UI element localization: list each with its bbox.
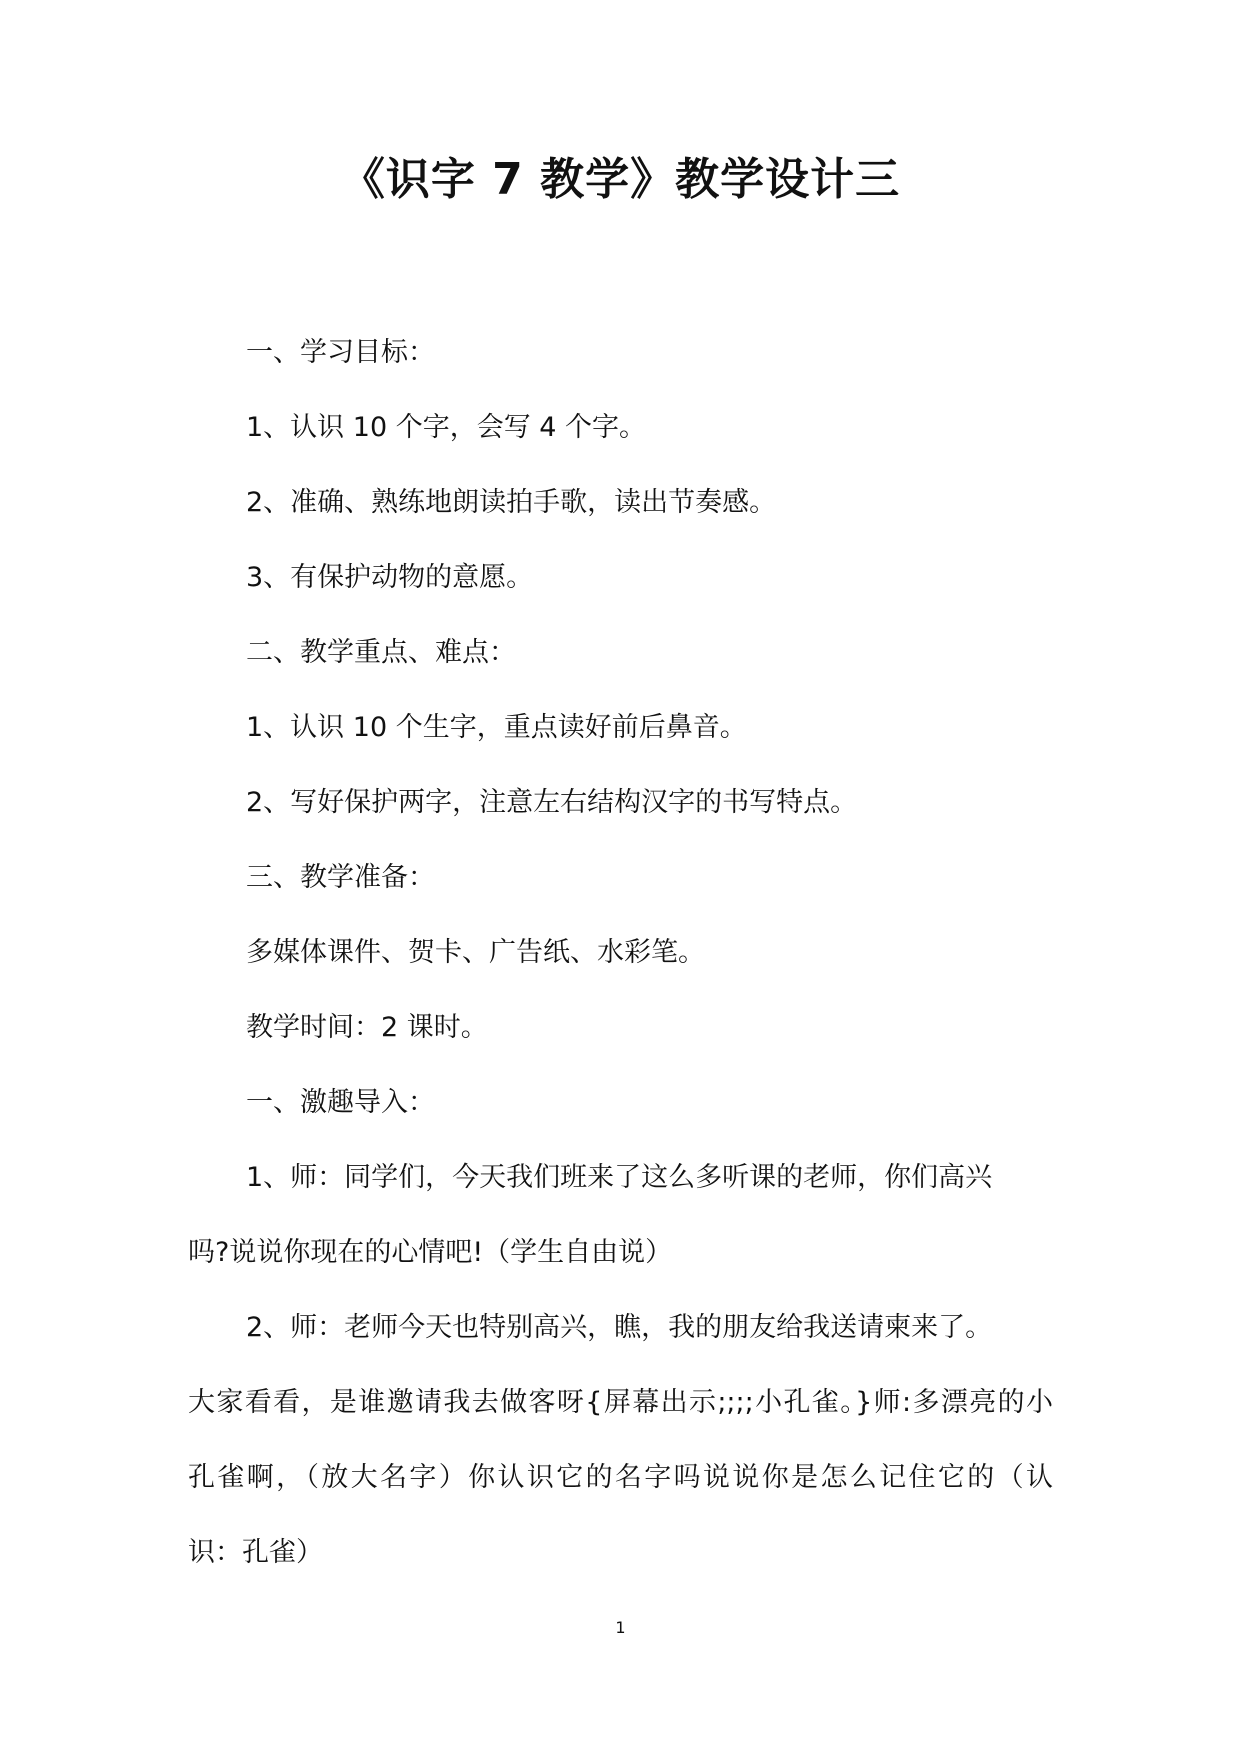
paragraph-line: 教学时间：2 课时。: [246, 1012, 488, 1043]
document-title: 《识字 7 教学》教学设计三: [340, 154, 901, 205]
paragraph-line: 2、师：老师今天也特别高兴，瞧，我的朋友给我送请柬来了。: [246, 1312, 993, 1343]
paragraph-line: 大家看看，是谁邀请我去做客呀{屏幕出示;;;;小孔雀。}师:多漂亮的小: [188, 1387, 1053, 1418]
page-number: 1: [615, 1618, 626, 1637]
paragraph-line: 识：孔雀）: [188, 1537, 323, 1568]
heading-introduction: 一、激趣导入：: [246, 1087, 435, 1118]
paragraph-line: 3、有保护动物的意愿。: [246, 562, 534, 593]
paragraph-line: 吗?说说你现在的心情吧!（学生自由说）: [188, 1237, 673, 1268]
paragraph-line: 1、认识 10 个字，会写 4 个字。: [246, 412, 647, 443]
heading-preparation: 三、教学准备：: [246, 862, 435, 893]
heading-key-points: 二、教学重点、难点：: [246, 637, 516, 668]
heading-learning-goals: 一、学习目标：: [246, 337, 435, 368]
paragraph-line: 多媒体课件、贺卡、广告纸、水彩笔。: [246, 937, 705, 968]
paragraph-line: 孔雀啊，（放大名字）你认识它的名字吗说说你是怎么记住它的（认: [188, 1462, 1053, 1493]
paragraph-line: 1、师：同学们，今天我们班来了这么多听课的老师，你们高兴: [246, 1162, 993, 1193]
paragraph-line: 2、准确、熟练地朗读拍手歌，读出节奏感。: [246, 487, 777, 518]
paragraph-line: 2、写好保护两字，注意左右结构汉字的书写特点。: [246, 787, 858, 818]
paragraph-line: 1、认识 10 个生字，重点读好前后鼻音。: [246, 712, 747, 743]
